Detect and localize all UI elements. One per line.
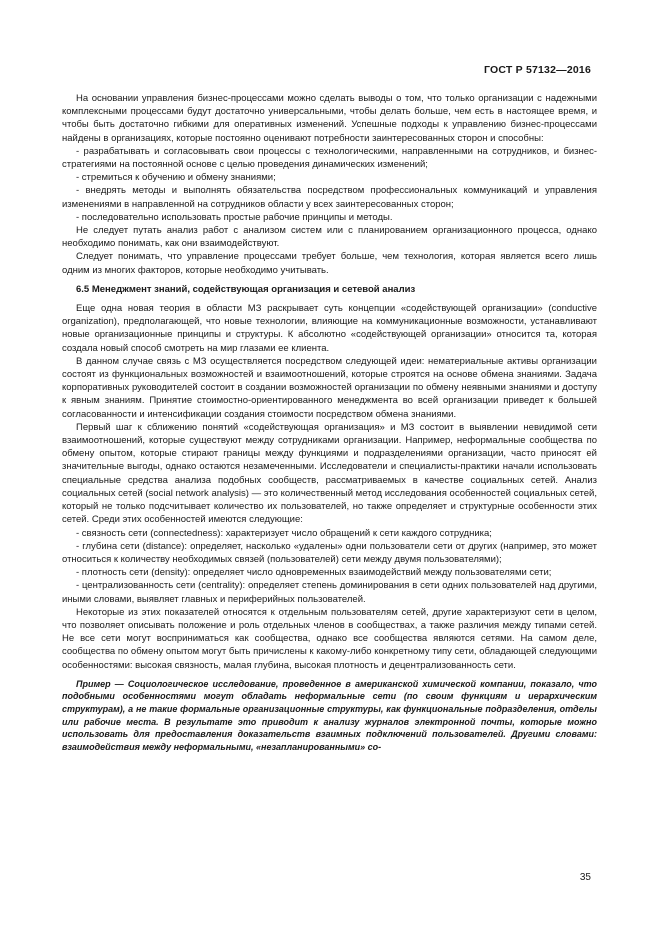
body-list-item: - плотность сети (density): определяет число одновременных взаимодействий между пользователями сети;: [76, 567, 552, 579]
body-list-item: - централизованность сети (centrality): определяет степень доминирования в сети одних пользователей над другими, иными словами, выявляет главных и периферийных пользователей.: [62, 580, 597, 605]
body-paragraph: В данном случае связь с МЗ осуществляется посредством следующей идеи: нематериальные активы организации состоят из функциональных возможностей и взаимоотношений, которые строятся на основе обмена знаниями. Задача корпоративных руководителей состоит в создании возможностей организации по обмену неявными знаниями и доступу к явным знаниям. Принятие стоимостно-ориентированного менеджмента во всей организации приведет к большей согласованности и интенсификации создания стоимости посредством обмена знаниями.: [62, 355, 597, 420]
document-header: ГОСТ Р 57132—2016: [483, 64, 591, 76]
example-note: [62, 678, 597, 754]
example-text: Социологическое исследование, проведенное в американской химической компании, показало, что подобными особенностями могут обладать неформальные сети (по своим функциям и иерархическим структурам), а не такие формальные организационные структуры, как функциональные подразделения, отделы или рабочие места. В результате это приводит к анализу журналов электронной почты, которые можно использовать для предоставления доказательств взаимных подключений пользователей. Другими словами: взаимодействия между неформальными, «незапланированными» со-: [62, 678, 597, 752]
body-paragraph: Первый шаг к сближению понятий «содействующая организация» и МЗ состоит в выявлении невидимой сети взаимоотношений, которые существуют между сотрудниками организации. Например, неформальные сообщества по обмену опытом, которые стирают границы между функциями и подразделениями организации, часто приносят ей значительные выгоды, однако остаются незамеченными. Исследователи и специалисты-практики начали использовать специальные средства анализа подобных сообществ, рассматриваемых в качестве социальных сетей. Анализ социальных сетей (social network analysis) — это количественный метод исследования особенностей социальных сетей, который не только подсчитывает количество их пользователей, но также определяет и структурные особенности этих сетей. Среди этих особенностей имеются следующие:: [62, 421, 597, 526]
page-content: [62, 92, 597, 753]
intro-paragraph: Следует понимать, что управление процессами требует больше, чем технология, которая является всего лишь одним из многих факторов, которые необходимо учитывать.: [62, 251, 597, 276]
intro-list-item: - последовательно использовать простые рабочие принципы и методы.: [76, 211, 393, 223]
body-paragraph: Некоторые из этих показателей относятся к отдельным пользователям сетей, другие характеризуют сети в целом, что позволяет описывать положение и роль отдельных членов в сообществах, а также различия между типами сетей. Не все сети могут восприниматься как сообщества, однако все сообщества являются сетями. На самом деле, сообщества по обмену опытом могут быть причислены к какому-либо конкретному типу сети, обладающей следующими особенностями: высокая связность, малая глубина, высокая плотность и децентрализованность сети.: [62, 606, 597, 671]
section-heading: 6.5 Менеджмент знаний, содействующая организация и сетевой анализ: [76, 283, 416, 295]
intro-paragraph: На основании управления бизнес-процессами можно сделать выводы о том, что только организации с надежными комплексными процессами будут достаточно универсальными, чтобы делать больше, чем есть в настоящее время, и чтобы быть достаточно гибкими для оперативных изменений. Успешные подходы к управлению бизнес-процессами найдены в организациях, которые постоянно оценивают потребности заинтересованных сторон и способны:: [62, 93, 597, 144]
intro-paragraph: Не следует путать анализ работ с анализом систем или с планированием организационного процесса, однако необходимо понимать, как они взаимодействуют.: [62, 225, 597, 250]
intro-list-item: - стремиться к обучению и обмену знаниями;: [76, 172, 276, 184]
body-list-item: - связность сети (connectedness): характеризует число обращений к сети каждого сотрудника;: [76, 527, 492, 539]
intro-list-item: - внедрять методы и выполнять обязательства посредством профессиональных коммуникаций и управления изменениями в направленной на сотрудников области у всех заинтересованных сторон;: [62, 185, 597, 210]
intro-list-item: - разрабатывать и согласовывать свои процессы с технологическими, направленными на сотрудников, и бизнес-стратегиями на постоянной основе с целью проведения динамических изменений;: [62, 145, 597, 171]
page-number: 35: [579, 872, 591, 883]
body-list-item: - глубина сети (distance): определяет, насколько «удалены» одни пользователи сети от других (например, это может относиться к количеству необходимых связей (пользователей) сети между двумя пользователями);: [62, 540, 597, 565]
example-lead: Пример —: [76, 678, 124, 689]
body-paragraph: Еще одна новая теория в области МЗ раскрывает суть концепции «содействующей организации» (conductive organization), предполагающей, что новые технологии, влияющие на коммуникационные возможности, устанавливают новые организационные принципы и структуры. К абсолютно «содействующей организации» относится та, которая создала новый способ смотреть на мир глазами ее клиента.: [62, 303, 597, 354]
